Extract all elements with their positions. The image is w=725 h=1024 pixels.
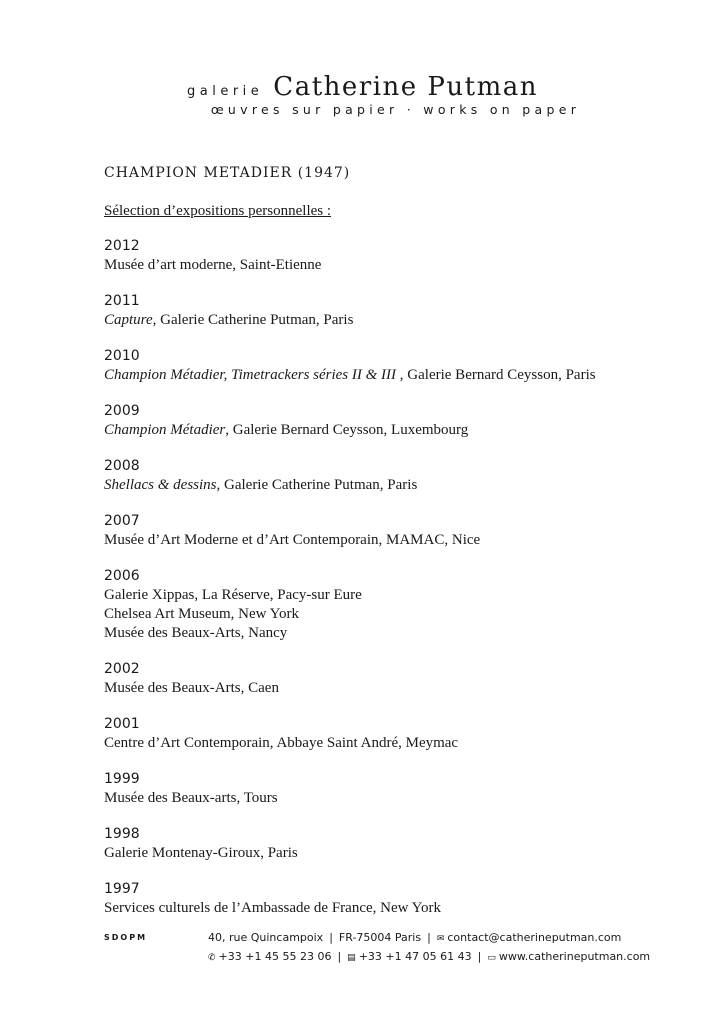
exhibition-venue: Chelsea Art Museum, New York <box>104 606 299 622</box>
exhibition-line <box>104 256 684 275</box>
exhibition-venue: Musée d’art moderne, Saint-Etienne <box>104 257 322 273</box>
exhibition-line <box>104 624 684 643</box>
footer-email[interactable]: contact@catherineputman.com <box>447 931 622 944</box>
exhibition-year: 2011 <box>104 293 140 309</box>
exhibition-venue: Services culturels de l’Ambassade de France, New York <box>104 900 441 916</box>
exhibition-venue: Musée des Beaux-Arts, Caen <box>104 680 279 696</box>
letterhead <box>0 72 725 117</box>
exhibition-list <box>104 237 684 935</box>
exhibition-entry <box>104 512 684 567</box>
exhibition-entry <box>104 567 684 660</box>
exhibition-title: Shellacs & dessins <box>104 477 217 493</box>
artist-heading: CHAMPION METADIER (1947) <box>104 165 351 181</box>
exhibition-year: 2001 <box>104 716 140 732</box>
exhibition-year: 2010 <box>104 348 140 364</box>
exhibition-entry <box>104 347 684 402</box>
exhibition-line <box>104 899 684 918</box>
exhibition-entry <box>104 457 684 512</box>
exhibition-venue: Musée d’Art Moderne et d’Art Contemporain, MAMAC, Nice <box>104 532 481 548</box>
section-title: Sélection d’expositions personnelles : <box>104 203 332 219</box>
exhibition-venue: Musée des Beaux-Arts, Nancy <box>104 625 288 641</box>
exhibition-venue: , Galerie Catherine Putman, Paris <box>216 477 418 493</box>
exhibition-line <box>104 844 684 863</box>
exhibition-line <box>104 789 684 808</box>
exhibition-entry <box>104 402 684 457</box>
exhibition-venue: Galerie Xippas, La Réserve, Pacy-sur Eure <box>104 587 362 603</box>
exhibition-venue: , Galerie Bernard Ceysson, Paris <box>396 367 596 383</box>
exhibition-line <box>104 421 684 440</box>
phone-icon: ✆ <box>208 953 216 963</box>
exhibition-year: 1999 <box>104 771 140 787</box>
exhibition-year: 2009 <box>104 403 140 419</box>
footer-fax: +33 +1 47 05 61 43 <box>358 950 472 963</box>
exhibition-year: 1998 <box>104 826 140 842</box>
brand-name: Catherine Putman <box>273 72 538 102</box>
exhibition-entry <box>104 660 684 715</box>
exhibition-year: 2007 <box>104 513 140 529</box>
exhibition-venue: , Galerie Bernard Ceysson, Luxembourg <box>225 422 469 438</box>
exhibition-venue: Centre d’Art Contemporain, Abbaye Saint André, Meymac <box>104 735 459 751</box>
brand-prefix: galerie <box>187 84 264 99</box>
exhibition-year: 2002 <box>104 661 140 677</box>
exhibition-entry <box>104 770 684 825</box>
fax-icon: ▤ <box>347 953 356 963</box>
exhibition-line <box>104 366 684 385</box>
exhibition-entry <box>104 880 684 935</box>
exhibition-title: Capture <box>104 312 153 328</box>
document-body <box>104 164 684 935</box>
footer-website[interactable]: www.catherineputman.com <box>498 950 651 963</box>
exhibition-line <box>104 476 684 495</box>
exhibition-year: 2006 <box>104 568 140 584</box>
footer-row-address: SDOPM 40, rue Quincampoix | FR-75004 Paris | ✉ contact@catherineputman.com <box>104 931 622 944</box>
footer-phone: +33 +1 45 55 23 06 <box>218 950 332 963</box>
exhibition-year: 1997 <box>104 881 140 897</box>
email-icon: ✉ <box>436 934 445 944</box>
exhibition-year: 2012 <box>104 238 140 254</box>
exhibition-title: Champion Métadier, Timetrackers séries II & III <box>104 367 397 383</box>
exhibition-line <box>104 734 684 753</box>
exhibition-entry <box>104 292 684 347</box>
exhibition-title: Champion Métadier <box>104 422 226 438</box>
brand-tagline: œuvres sur papier · works on paper <box>210 102 581 117</box>
exhibition-line <box>104 311 684 330</box>
exhibition-entry <box>104 237 684 292</box>
exhibition-venue: Musée des Beaux-arts, Tours <box>104 790 278 806</box>
footer-postal: FR-75004 Paris <box>338 931 422 944</box>
exhibition-year: 2008 <box>104 458 140 474</box>
exhibition-line <box>104 679 684 698</box>
exhibition-entry <box>104 715 684 770</box>
exhibition-venue: Galerie Montenay-Giroux, Paris <box>104 845 298 861</box>
exhibition-venue: , Galerie Catherine Putman, Paris <box>152 312 354 328</box>
footer <box>104 931 651 969</box>
exhibition-line <box>104 605 684 624</box>
exhibition-line <box>104 531 684 550</box>
computer-icon: ▭ <box>487 953 496 963</box>
footer-code: SDOPM <box>104 933 148 942</box>
exhibition-line <box>104 586 684 605</box>
footer-row-contact: ✆ +33 +1 45 55 23 06 | ▤ +33 +1 47 05 61 43 | ▭ www.catherineputman.com <box>208 950 651 963</box>
footer-address: 40, rue Quincampoix <box>208 931 324 944</box>
gallery-brand <box>0 72 725 106</box>
exhibition-entry <box>104 825 684 880</box>
